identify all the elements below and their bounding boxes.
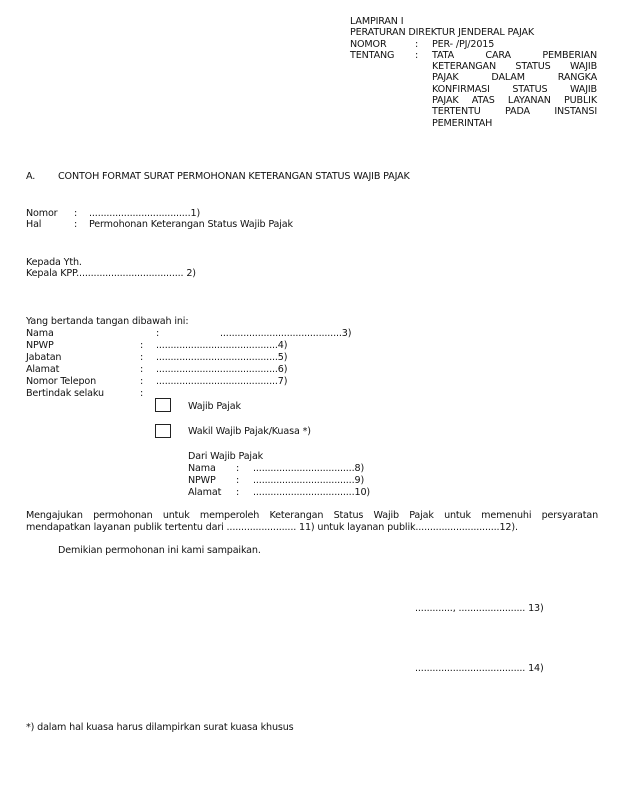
dari-value-npwp: ...................................9) bbox=[253, 475, 365, 486]
hal-value: Permohonan Keterangan Status Wajib Pajak bbox=[89, 219, 293, 230]
wakil-wajib-pajak-option-label: Wakil Wajib Pajak/Kuasa *) bbox=[188, 426, 311, 437]
field-colon: : bbox=[140, 388, 144, 399]
request-paragraph bbox=[26, 510, 598, 534]
place-date-line: ............., ....................... 13) bbox=[415, 603, 544, 614]
wajib-pajak-checkbox[interactable] bbox=[155, 398, 171, 412]
recipient-greeting: Kepada Yth. bbox=[26, 257, 82, 268]
hal-label: Hal bbox=[26, 219, 42, 230]
tentang-line: PEMERINTAH bbox=[432, 117, 493, 129]
nomor-label: NOMOR bbox=[350, 38, 387, 50]
dari-label-npwp: NPWP bbox=[188, 475, 216, 486]
request-paragraph-line: mendapatkan layanan publik tertentu dari ........................ 11) untuk layanan publik.............................12). bbox=[26, 522, 518, 533]
dari-value-nama: ...................................8) bbox=[253, 463, 365, 474]
attachment-header bbox=[350, 16, 597, 129]
field-colon: : bbox=[140, 352, 144, 363]
tentang-line: KONFIRMASI STATUS WAJIB bbox=[432, 83, 597, 95]
field-value-alamat: ..........................................6) bbox=[156, 364, 288, 375]
tentang-colon: : bbox=[415, 49, 419, 61]
field-colon: : bbox=[140, 364, 144, 375]
nomor-field-value: ...................................1) bbox=[89, 208, 201, 219]
field-colon: : bbox=[140, 340, 144, 351]
dari-wajib-pajak-title: Dari Wajib Pajak bbox=[188, 451, 264, 462]
wajib-pajak-option-label: Wajib Pajak bbox=[188, 401, 241, 412]
signature-name-line: ...................................... 14) bbox=[415, 663, 544, 674]
tentang-line: PAJAK DALAM RANGKA bbox=[432, 72, 597, 84]
signer-intro: Yang bertanda tangan dibawah ini: bbox=[26, 316, 189, 327]
hal-colon: : bbox=[74, 219, 78, 230]
tentang-text bbox=[432, 50, 597, 129]
dari-label-nama: Nama bbox=[188, 463, 216, 474]
field-label-npwp: NPWP bbox=[26, 340, 54, 351]
tentang-line: KETERANGAN STATUS WAJIB bbox=[432, 61, 597, 73]
dari-label-alamat: Alamat bbox=[188, 487, 222, 498]
regulation-title: PERATURAN DIREKTUR JENDERAL PAJAK bbox=[350, 27, 535, 39]
tentang-line: TERTENTU PADA INSTANSI bbox=[432, 106, 597, 118]
section-title: CONTOH FORMAT SURAT PERMOHONAN KETERANGAN STATUS WAJIB PAJAK bbox=[58, 171, 410, 182]
dari-colon: : bbox=[236, 463, 240, 474]
nomor-field-label: Nomor bbox=[26, 208, 58, 219]
nomor-colon: : bbox=[415, 38, 419, 50]
footnote: *) dalam hal kuasa harus dilampirkan surat kuasa khusus bbox=[26, 722, 294, 733]
nomor-field-colon: : bbox=[74, 208, 78, 219]
tentang-line: TATA CARA PEMBERIAN bbox=[432, 49, 597, 61]
request-paragraph-line: Mengajukan permohonan untuk memperoleh Keterangan Status Wajib Pajak untuk memenuhi persyaratan bbox=[26, 510, 598, 521]
lampiran-label: LAMPIRAN I bbox=[350, 16, 404, 27]
closing-sentence: Demikian permohonan ini kami sampaikan. bbox=[58, 545, 261, 556]
field-value-jabatan: ..........................................5) bbox=[156, 352, 288, 363]
tentang-line: PAJAK ATAS LAYANAN PUBLIK bbox=[432, 95, 597, 107]
dari-colon: : bbox=[236, 487, 240, 498]
field-value-npwp: ..........................................4) bbox=[156, 340, 288, 351]
field-label-bertindak: Bertindak selaku bbox=[26, 388, 104, 399]
field-label-jabatan: Jabatan bbox=[26, 352, 62, 363]
wakil-wajib-pajak-checkbox[interactable] bbox=[155, 424, 171, 438]
field-colon: : bbox=[156, 328, 160, 339]
section-letter: A. bbox=[26, 171, 36, 182]
dari-colon: : bbox=[236, 475, 240, 486]
field-label-nama: Nama bbox=[26, 328, 54, 339]
field-label-telepon: Nomor Telepon bbox=[26, 376, 97, 387]
field-label-alamat: Alamat bbox=[26, 364, 60, 375]
tentang-label: TENTANG bbox=[350, 49, 395, 61]
field-value-telepon: ..........................................7) bbox=[156, 376, 288, 387]
field-colon: : bbox=[140, 376, 144, 387]
dari-value-alamat: ...................................10) bbox=[253, 487, 370, 498]
nomor-value: PER- /PJ/2015 bbox=[432, 38, 495, 50]
field-value-nama: ..........................................3) bbox=[220, 328, 352, 339]
recipient-name: Kepala KPP..................................... 2) bbox=[26, 268, 196, 279]
